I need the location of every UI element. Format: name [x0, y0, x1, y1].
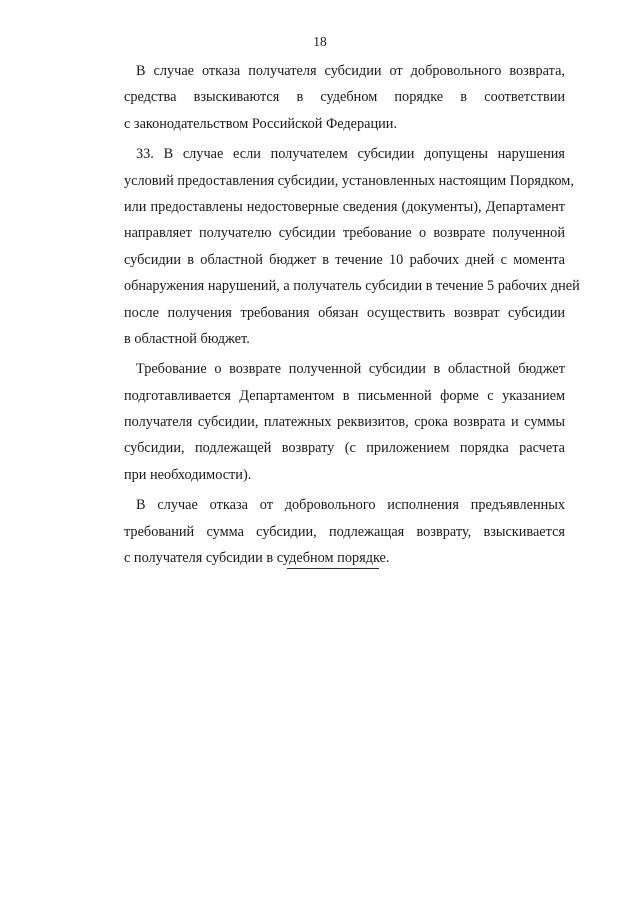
- paragraph: [124, 492, 565, 571]
- text-line: или предоставлены недостоверные сведения (документы), Департамент: [124, 198, 565, 215]
- text-line: обнаружения нарушений, а получатель субсидии в течение 5 рабочих дней: [124, 278, 580, 295]
- document-body: [124, 58, 580, 571]
- paragraph: [124, 58, 565, 137]
- text-line: условий предоставления субсидии, установленных настоящим Порядком,: [124, 172, 574, 189]
- text-line: получателя субсидии, платежных реквизитов, срока возврата и суммы: [124, 414, 565, 431]
- text-line: направляет получателю субсидии требование о возврате полученной: [124, 225, 565, 242]
- text-line: средства взыскиваются в судебном порядке в соответствии: [124, 89, 565, 106]
- text-line: в областной бюджет.: [124, 330, 250, 347]
- text-line: подготавливается Департаментом в письменной форме с указанием: [124, 387, 565, 404]
- text-line: В случае отказа от добровольного исполнения предъявленных: [136, 497, 565, 514]
- text-line: В случае отказа получателя субсидии от добровольного возврата,: [136, 63, 565, 79]
- text-line: субсидии в областной бюджет в течение 10 рабочих дней с момента: [124, 251, 565, 268]
- text-line: Требование о возврате полученной субсидии в областной бюджет: [136, 361, 565, 378]
- text-line: требований сумма субсидии, подлежащая возврату, взыскивается: [124, 523, 565, 540]
- text-line: после получения требования обязан осуществить возврат субсидии: [124, 304, 565, 321]
- text-line: с законодательством Российской Федерации.: [124, 115, 398, 132]
- end-divider: [287, 568, 379, 569]
- paragraph-33: [124, 141, 580, 352]
- text-line: субсидии, подлежащей возврату (с приложением порядка расчета: [124, 440, 565, 457]
- text-line: при необходимости).: [124, 466, 252, 483]
- page-number: 18: [313, 34, 327, 49]
- paragraph: [124, 356, 565, 488]
- text-line: с получателя субсидии в судебном порядке.: [124, 550, 390, 567]
- text-line: 33. В случае если получателем субсидии допущены нарушения: [136, 146, 565, 163]
